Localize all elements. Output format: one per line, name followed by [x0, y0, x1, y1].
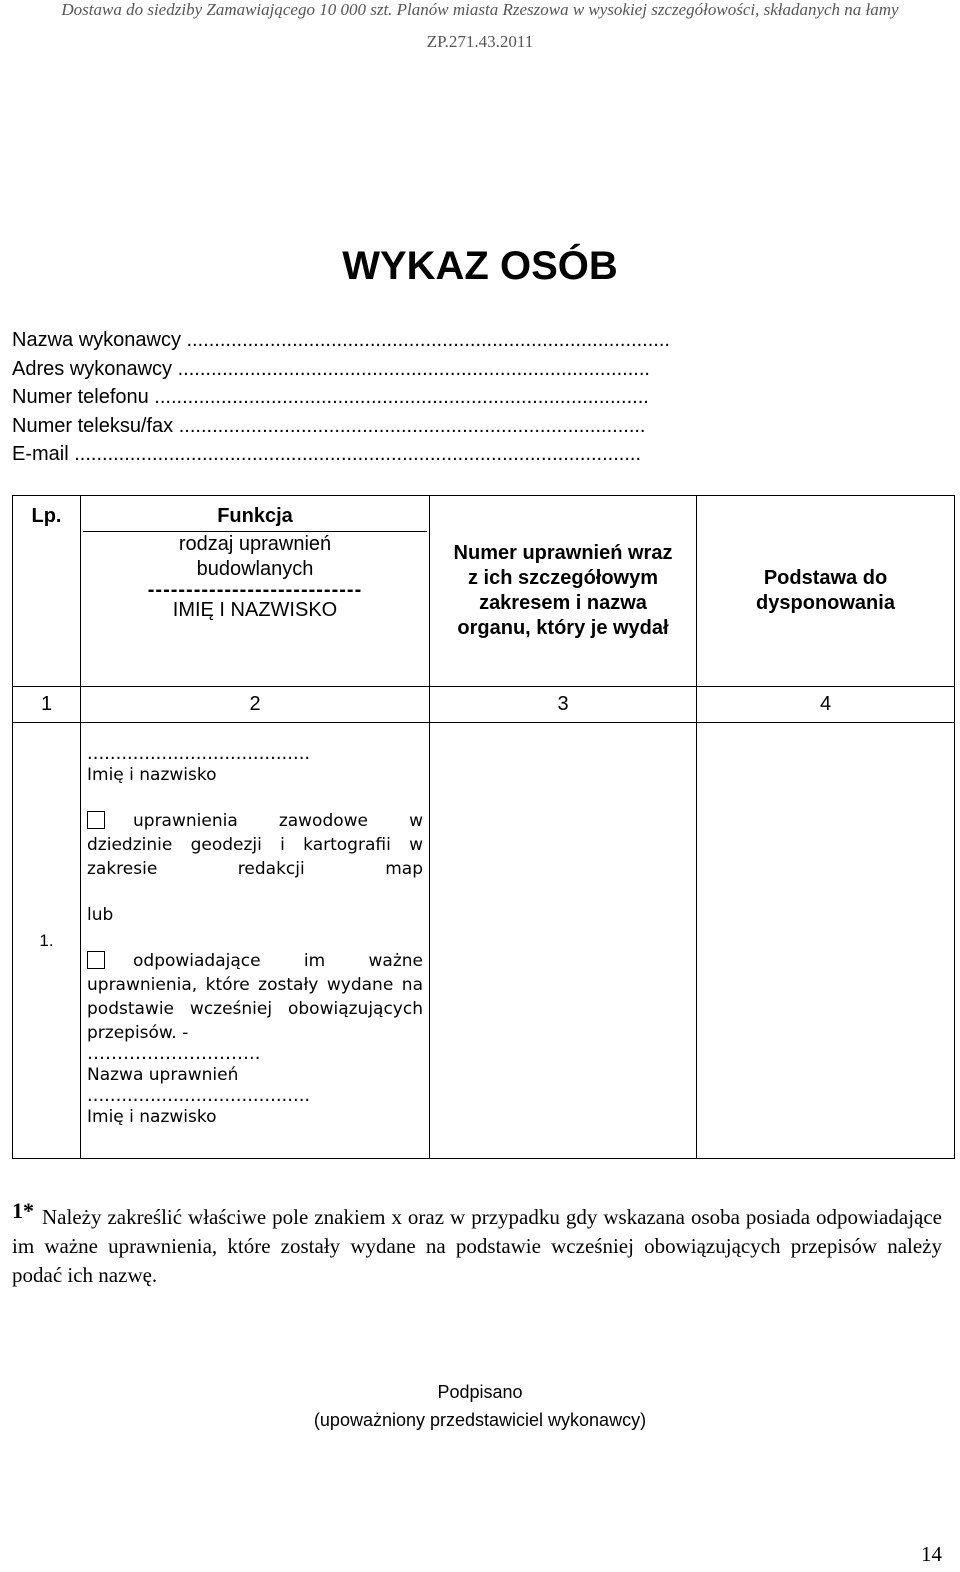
option-geodesy: [87, 809, 423, 881]
row-permit-cell[interactable]: [430, 723, 697, 1159]
permit-dots: ………………………..: [87, 1043, 261, 1064]
header-function-separator: ----------------------------: [147, 579, 363, 601]
document-header-title: Dostawa do siedziby Zamawiającego 10 000 szt. Planów miasta Rzeszowa w wysokiej szczegółowości, składanych na łamy: [61, 0, 899, 19]
footnote-text: Należy zakreślić właściwe pole znakiem x oraz w przypadku gdy wskazana osoba posiada odpowiadające im ważne uprawnienia, które zostały wydane na podstawie wcześniej obowiązujących przepisów należy podać ich nazwę.: [12, 1205, 942, 1287]
header-permit: [430, 496, 697, 687]
name-label-2: Imię i nazwisko: [87, 1107, 217, 1127]
row-function-cell: [81, 723, 430, 1159]
header-basis-label: Podstawa do dysponowania: [756, 567, 895, 614]
signature-label: Podpisano: [437, 1382, 523, 1402]
page-title: WYKAZ OSÓB: [342, 244, 618, 288]
contractor-email-line: E-mail ......................................................................................................: [12, 443, 642, 465]
header-permit-label: Numer uprawnień wraz z ich szczegółowym zakresem i nazwa organu, który je wydał: [453, 542, 673, 639]
contractor-info: [12, 326, 670, 469]
or-text: lub: [87, 905, 114, 925]
document-reference-number: ZP.271.43.2011: [426, 32, 534, 51]
column-number-2: 2: [81, 687, 430, 723]
contractor-name-line: Nazwa wykonawcy .......................................................................................: [12, 329, 670, 351]
contractor-address-line: Adres wykonawcy .....................................................................................: [12, 357, 650, 380]
table-header-row: [13, 496, 955, 687]
signature-block: [0, 1378, 960, 1434]
header-function-name: IMIĘ I NAZWISKO: [172, 599, 338, 621]
header-function-title: Funkcja: [83, 504, 427, 532]
footnote: [12, 1196, 942, 1290]
permit-name-label: Nazwa uprawnień: [87, 1065, 239, 1085]
footnote-mark: 1*: [12, 1198, 34, 1223]
table-number-row: [13, 687, 955, 723]
contractor-fax-line: Numer teleksu/fax ....................................................................................: [12, 414, 646, 437]
checkbox-geodesy[interactable]: [87, 811, 105, 829]
column-number-4: 4: [697, 687, 955, 723]
signature-role: (upoważniony przedstawiciel wykonawcy): [313, 1410, 647, 1430]
row-basis-cell[interactable]: [697, 723, 955, 1159]
header-basis: [697, 496, 955, 687]
header-lp-label: Lp.: [31, 505, 62, 527]
header-function-type: rodzaj uprawnień budowlanych: [178, 533, 332, 580]
persons-table: [12, 495, 955, 1159]
column-number-3: 3: [430, 687, 697, 723]
option-equivalent: [87, 949, 423, 1045]
name-dots-2: .......................................: [87, 1085, 311, 1106]
row-lp: 1.: [13, 723, 81, 1159]
contractor-phone-line: Numer telefonu .........................................................................................: [12, 386, 649, 408]
page-number: 14: [921, 1542, 942, 1566]
option-geodesy-text: uprawnienia zawodowe w dziedzinie geodezji i kartografii w zakresie redakcji map: [87, 811, 423, 879]
name-label-1: Imię i nazwisko: [87, 765, 217, 785]
name-dots-1: .......................................: [87, 743, 311, 764]
checkbox-equivalent[interactable]: [87, 951, 105, 969]
option-equivalent-text: odpowiadające im ważne uprawnienia, które zostały wydane na podstawie wcześniej obowiązujących przepisów. -: [87, 951, 423, 1043]
table-row: [13, 723, 955, 1159]
column-number-1: 1: [13, 687, 81, 723]
header-lp: [13, 496, 81, 687]
header-function: [81, 496, 430, 687]
